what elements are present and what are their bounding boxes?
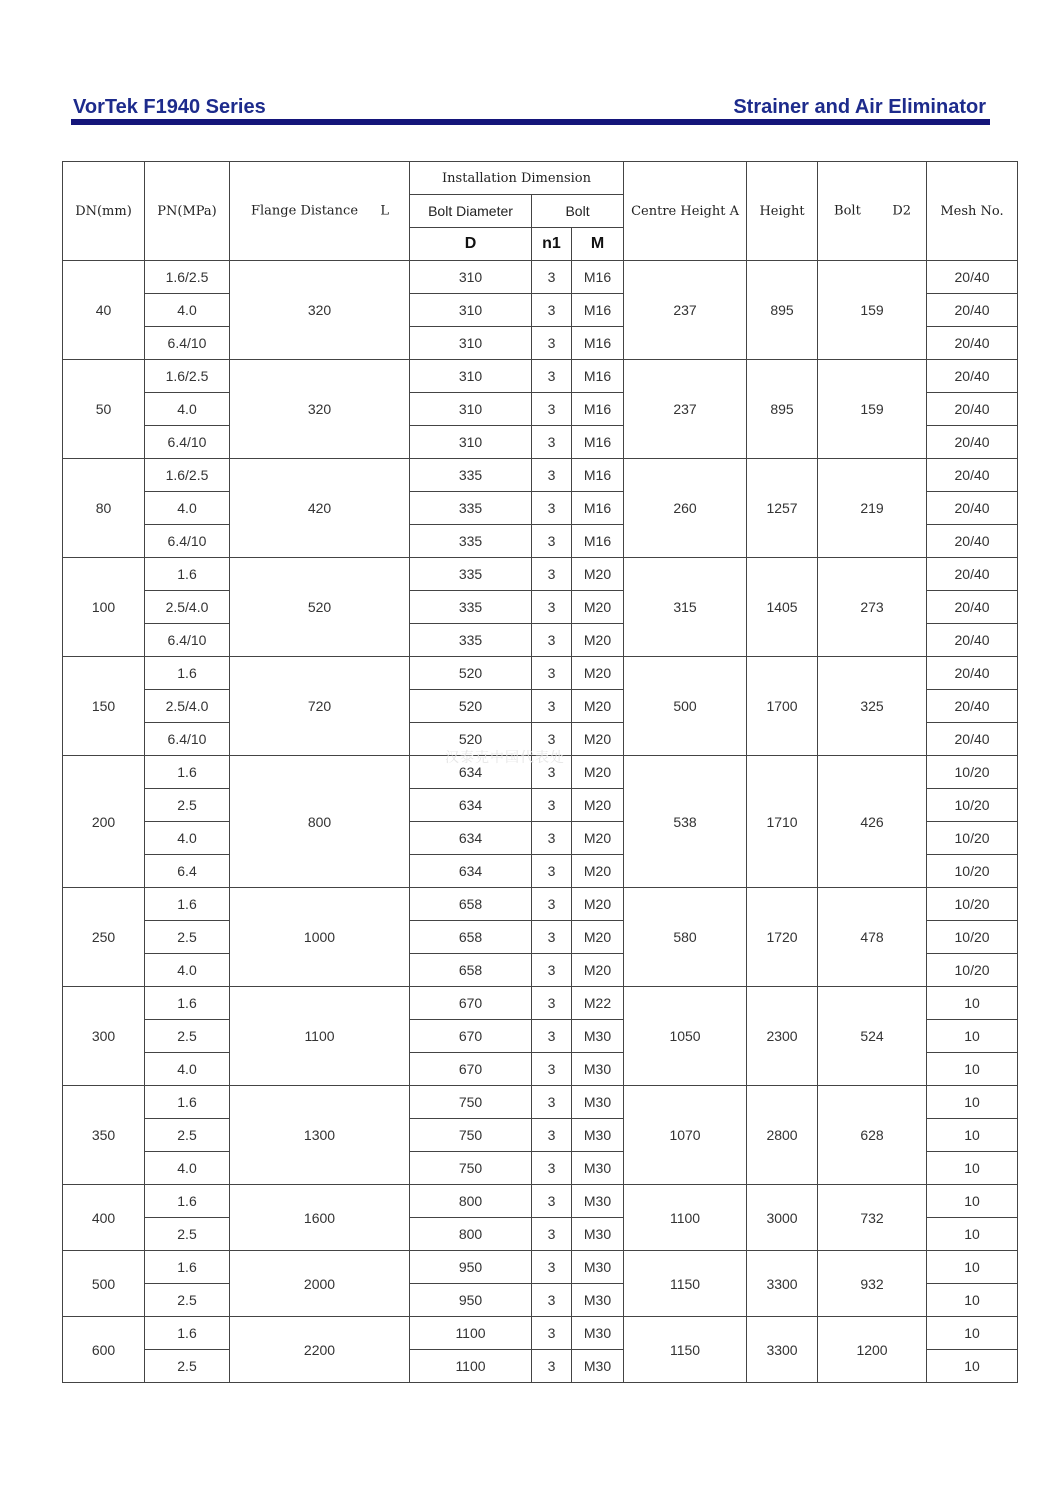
cell-n1: 3 [532,657,572,690]
cell-flange-distance: 2200 [230,1317,410,1383]
cell-m: M22 [572,987,624,1020]
cell-mesh: 20/40 [927,327,1018,360]
cell-bolt-diameter: 658 [410,921,532,954]
header-flange-label: Flange Distance [251,203,359,219]
cell-dn: 400 [63,1185,145,1251]
header-mesh: Mesh No. [927,162,1018,261]
cell-m: M20 [572,756,624,789]
cell-bolt-diameter: 670 [410,1053,532,1086]
cell-n1: 3 [532,723,572,756]
cell-dn: 500 [63,1251,145,1317]
cell-pn: 4.0 [145,294,230,327]
table-row [63,558,1018,591]
cell-centre-height: 1070 [624,1086,747,1185]
cell-bolt-diameter: 658 [410,888,532,921]
cell-m: M16 [572,360,624,393]
cell-flange-distance: 1600 [230,1185,410,1251]
cell-m: M16 [572,459,624,492]
cell-n1: 3 [532,1185,572,1218]
cell-bolt-d2: 478 [818,888,927,987]
cell-n1: 3 [532,360,572,393]
header-installation-dimension: Installation Dimension [410,162,624,195]
cell-m: M20 [572,921,624,954]
cell-pn: 4.0 [145,393,230,426]
cell-mesh: 10 [927,1086,1018,1119]
cell-mesh: 20/40 [927,591,1018,624]
cell-m: M30 [572,1350,624,1383]
cell-mesh: 20/40 [927,393,1018,426]
cell-centre-height: 1150 [624,1317,747,1383]
cell-centre-height: 1050 [624,987,747,1086]
cell-pn: 1.6 [145,1317,230,1350]
cell-bolt-diameter: 634 [410,756,532,789]
table-row [63,888,1018,921]
cell-bolt-diameter: 634 [410,822,532,855]
cell-n1: 3 [532,1119,572,1152]
cell-m: M30 [572,1284,624,1317]
cell-pn: 6.4/10 [145,723,230,756]
table-header [63,162,1018,261]
cell-mesh: 20/40 [927,261,1018,294]
cell-m: M30 [572,1185,624,1218]
cell-bolt-diameter: 520 [410,657,532,690]
cell-mesh: 10 [927,1119,1018,1152]
cell-height: 1405 [747,558,818,657]
cell-centre-height: 1150 [624,1251,747,1317]
cell-height: 3300 [747,1317,818,1383]
cell-centre-height: 580 [624,888,747,987]
cell-pn: 1.6/2.5 [145,360,230,393]
cell-centre-height: 237 [624,360,747,459]
cell-bolt-d2: 932 [818,1251,927,1317]
cell-m: M20 [572,954,624,987]
cell-pn: 1.6 [145,1185,230,1218]
header-dn: DN(mm) [63,162,145,261]
cell-bolt-d2: 273 [818,558,927,657]
cell-mesh: 10/20 [927,954,1018,987]
header-n1: n1 [532,228,572,261]
cell-mesh: 10/20 [927,921,1018,954]
header-pn: PN(MPa) [145,162,230,261]
cell-n1: 3 [532,1218,572,1251]
table-row [63,360,1018,393]
cell-m: M30 [572,1317,624,1350]
table-row [63,1185,1018,1218]
cell-mesh: 10 [927,1185,1018,1218]
cell-pn: 2.5 [145,789,230,822]
header-bolt-diameter: Bolt Diameter [410,195,532,228]
cell-bolt-diameter: 335 [410,459,532,492]
cell-dn: 350 [63,1086,145,1185]
table-row [63,1086,1018,1119]
cell-bolt-diameter: 800 [410,1218,532,1251]
table-row [63,1317,1018,1350]
cell-flange-distance: 420 [230,459,410,558]
cell-dn: 150 [63,657,145,756]
cell-mesh: 20/40 [927,525,1018,558]
cell-n1: 3 [532,525,572,558]
cell-m: M16 [572,492,624,525]
cell-n1: 3 [532,789,572,822]
cell-flange-distance: 1300 [230,1086,410,1185]
cell-bolt-d2: 219 [818,459,927,558]
cell-m: M20 [572,657,624,690]
cell-pn: 2.5 [145,1020,230,1053]
cell-pn: 1.6/2.5 [145,459,230,492]
header-rule [71,119,990,125]
cell-m: M30 [572,1053,624,1086]
cell-mesh: 20/40 [927,360,1018,393]
cell-mesh: 20/40 [927,723,1018,756]
cell-pn: 2.5 [145,1218,230,1251]
series-title: VorTek F1940 Series [73,96,266,118]
header-centre-height: Centre Height A [624,162,747,261]
cell-m: M20 [572,822,624,855]
cell-height: 895 [747,360,818,459]
table-row [63,459,1018,492]
cell-mesh: 10 [927,1152,1018,1185]
header-d: D [410,228,532,261]
cell-pn: 6.4 [145,855,230,888]
cell-dn: 300 [63,987,145,1086]
cell-mesh: 20/40 [927,492,1018,525]
header-bolt2-symbol: D2 [892,203,912,219]
cell-height: 2300 [747,987,818,1086]
cell-m: M30 [572,1119,624,1152]
cell-height: 1257 [747,459,818,558]
cell-bolt-d2: 1200 [818,1317,927,1383]
cell-bolt-d2: 159 [818,261,927,360]
product-title: Strainer and Air Eliminator [733,96,986,118]
cell-mesh: 10 [927,987,1018,1020]
cell-mesh: 20/40 [927,624,1018,657]
cell-bolt-diameter: 670 [410,987,532,1020]
cell-bolt-diameter: 520 [410,723,532,756]
cell-height: 3000 [747,1185,818,1251]
header-bolt-d2 [818,162,927,261]
cell-mesh: 20/40 [927,690,1018,723]
cell-pn: 2.5/4.0 [145,591,230,624]
cell-flange-distance: 800 [230,756,410,888]
cell-mesh: 10/20 [927,789,1018,822]
cell-bolt-diameter: 310 [410,360,532,393]
specification-table [62,161,1018,1383]
cell-pn: 4.0 [145,954,230,987]
cell-bolt-diameter: 658 [410,954,532,987]
table-row [63,1251,1018,1284]
cell-n1: 3 [532,888,572,921]
cell-centre-height: 1100 [624,1185,747,1251]
cell-mesh: 10/20 [927,855,1018,888]
cell-n1: 3 [532,294,572,327]
cell-m: M20 [572,789,624,822]
cell-n1: 3 [532,855,572,888]
cell-flange-distance: 520 [230,558,410,657]
cell-bolt-diameter: 750 [410,1152,532,1185]
cell-m: M20 [572,558,624,591]
cell-n1: 3 [532,921,572,954]
cell-n1: 3 [532,624,572,657]
cell-flange-distance: 1100 [230,987,410,1086]
cell-centre-height: 538 [624,756,747,888]
cell-pn: 6.4/10 [145,525,230,558]
cell-mesh: 10 [927,1053,1018,1086]
table-row [63,657,1018,690]
cell-n1: 3 [532,1350,572,1383]
watermark: 汉泰克中国代表处 [445,750,565,766]
cell-pn: 2.5 [145,921,230,954]
cell-pn: 4.0 [145,1152,230,1185]
cell-m: M20 [572,888,624,921]
cell-m: M30 [572,1086,624,1119]
cell-n1: 3 [532,1284,572,1317]
cell-n1: 3 [532,327,572,360]
cell-bolt-d2: 159 [818,360,927,459]
cell-dn: 200 [63,756,145,888]
cell-pn: 1.6 [145,987,230,1020]
cell-n1: 3 [532,1152,572,1185]
cell-bolt-diameter: 310 [410,393,532,426]
cell-bolt-diameter: 335 [410,591,532,624]
header-m: M [572,228,624,261]
cell-pn: 1.6 [145,657,230,690]
cell-mesh: 10 [927,1251,1018,1284]
cell-dn: 100 [63,558,145,657]
cell-bolt-diameter: 310 [410,426,532,459]
cell-height: 1710 [747,756,818,888]
cell-bolt-diameter: 950 [410,1251,532,1284]
cell-flange-distance: 720 [230,657,410,756]
cell-n1: 3 [532,558,572,591]
cell-bolt-d2: 732 [818,1185,927,1251]
cell-m: M30 [572,1020,624,1053]
cell-bolt-diameter: 1100 [410,1350,532,1383]
cell-mesh: 20/40 [927,426,1018,459]
cell-bolt-diameter: 335 [410,624,532,657]
header-bolt2-label: Bolt [834,203,861,219]
cell-bolt-diameter: 750 [410,1086,532,1119]
cell-height: 3300 [747,1251,818,1317]
cell-n1: 3 [532,426,572,459]
table-row [63,261,1018,294]
header-flange-distance [230,162,410,261]
cell-mesh: 10 [927,1218,1018,1251]
header-flange-symbol: L [380,203,389,219]
cell-bolt-diameter: 634 [410,789,532,822]
cell-bolt-diameter: 310 [410,327,532,360]
cell-n1: 3 [532,393,572,426]
cell-centre-height: 237 [624,261,747,360]
cell-n1: 3 [532,822,572,855]
cell-n1: 3 [532,756,572,789]
cell-n1: 3 [532,261,572,294]
cell-bolt-diameter: 800 [410,1185,532,1218]
cell-m: M16 [572,294,624,327]
cell-pn: 6.4/10 [145,624,230,657]
cell-mesh: 20/40 [927,294,1018,327]
header-height: Height [747,162,818,261]
cell-m: M30 [572,1152,624,1185]
cell-m: M20 [572,723,624,756]
table-body [63,261,1018,1383]
cell-bolt-d2: 628 [818,1086,927,1185]
cell-m: M16 [572,261,624,294]
cell-mesh: 10 [927,1020,1018,1053]
cell-bolt-diameter: 335 [410,525,532,558]
cell-m: M20 [572,855,624,888]
cell-n1: 3 [532,954,572,987]
cell-bolt-diameter: 634 [410,855,532,888]
cell-bolt-d2: 426 [818,756,927,888]
cell-m: M30 [572,1218,624,1251]
cell-height: 1700 [747,657,818,756]
cell-mesh: 10 [927,1350,1018,1383]
cell-n1: 3 [532,690,572,723]
cell-centre-height: 260 [624,459,747,558]
cell-bolt-diameter: 310 [410,294,532,327]
cell-pn: 1.6 [145,558,230,591]
cell-flange-distance: 320 [230,261,410,360]
cell-bolt-diameter: 750 [410,1119,532,1152]
cell-m: M20 [572,690,624,723]
cell-mesh: 10/20 [927,888,1018,921]
cell-pn: 1.6 [145,888,230,921]
page-header [71,94,990,120]
cell-dn: 80 [63,459,145,558]
cell-mesh: 20/40 [927,558,1018,591]
cell-pn: 1.6/2.5 [145,261,230,294]
cell-pn: 4.0 [145,1053,230,1086]
cell-m: M16 [572,393,624,426]
cell-pn: 4.0 [145,822,230,855]
cell-bolt-d2: 524 [818,987,927,1086]
cell-n1: 3 [532,591,572,624]
cell-mesh: 10/20 [927,822,1018,855]
cell-bolt-diameter: 335 [410,492,532,525]
cell-m: M20 [572,624,624,657]
table-row [63,987,1018,1020]
cell-pn: 1.6 [145,756,230,789]
cell-pn: 4.0 [145,492,230,525]
cell-pn: 2.5/4.0 [145,690,230,723]
cell-dn: 600 [63,1317,145,1383]
cell-mesh: 10/20 [927,756,1018,789]
cell-pn: 2.5 [145,1119,230,1152]
cell-bolt-diameter: 1100 [410,1317,532,1350]
cell-flange-distance: 2000 [230,1251,410,1317]
cell-n1: 3 [532,1053,572,1086]
cell-n1: 3 [532,1251,572,1284]
cell-m: M16 [572,327,624,360]
cell-bolt-diameter: 670 [410,1020,532,1053]
cell-dn: 40 [63,261,145,360]
cell-n1: 3 [532,1086,572,1119]
cell-n1: 3 [532,492,572,525]
cell-mesh: 20/40 [927,459,1018,492]
cell-pn: 2.5 [145,1284,230,1317]
cell-dn: 250 [63,888,145,987]
cell-m: M16 [572,525,624,558]
cell-flange-distance: 1000 [230,888,410,987]
cell-m: M16 [572,426,624,459]
cell-mesh: 20/40 [927,657,1018,690]
cell-centre-height: 315 [624,558,747,657]
cell-mesh: 10 [927,1317,1018,1350]
cell-pn: 6.4/10 [145,426,230,459]
cell-pn: 1.6 [145,1086,230,1119]
cell-height: 2800 [747,1086,818,1185]
header-bolt: Bolt [532,195,624,228]
cell-height: 895 [747,261,818,360]
cell-bolt-diameter: 520 [410,690,532,723]
cell-m: M30 [572,1251,624,1284]
cell-flange-distance: 320 [230,360,410,459]
cell-dn: 50 [63,360,145,459]
cell-bolt-d2: 325 [818,657,927,756]
cell-centre-height: 500 [624,657,747,756]
cell-n1: 3 [532,1317,572,1350]
cell-pn: 1.6 [145,1251,230,1284]
cell-mesh: 10 [927,1284,1018,1317]
cell-m: M20 [572,591,624,624]
cell-n1: 3 [532,459,572,492]
cell-bolt-diameter: 335 [410,558,532,591]
cell-height: 1720 [747,888,818,987]
cell-pn: 6.4/10 [145,327,230,360]
cell-n1: 3 [532,987,572,1020]
cell-pn: 2.5 [145,1350,230,1383]
cell-n1: 3 [532,1020,572,1053]
cell-bolt-diameter: 310 [410,261,532,294]
cell-bolt-diameter: 950 [410,1284,532,1317]
